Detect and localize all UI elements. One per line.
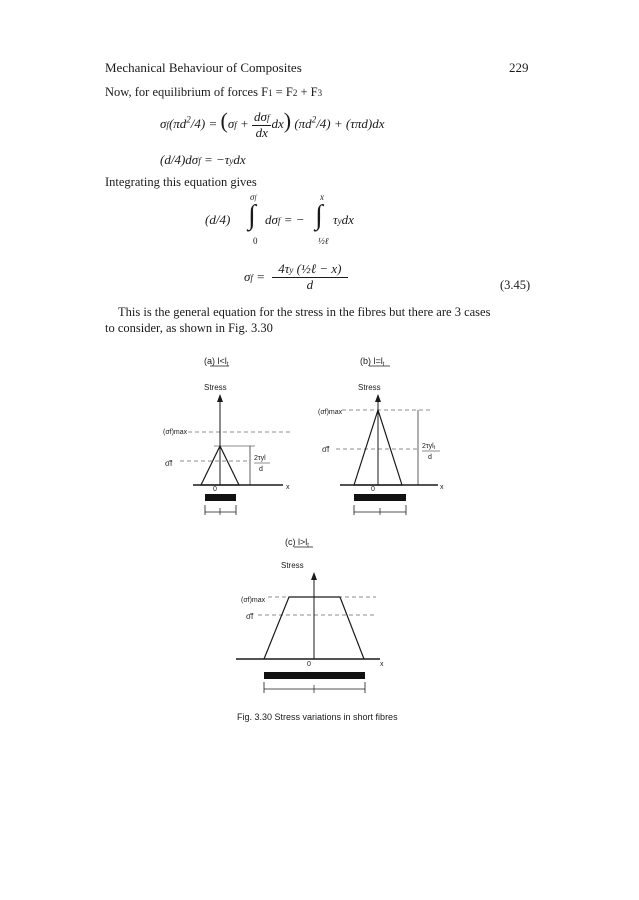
panel-c [236,537,384,693]
equation-number: (3.45) [500,278,531,292]
svg-text:d: d [259,466,263,473]
panel-b [318,356,444,515]
panel-b-label: (b) $l=l_t$ [360,356,385,368]
svg-text:x: x [440,484,444,491]
svg-text:0: 0 [307,661,311,668]
figure-caption: Fig. 3.30 Stress variations in short fibres [237,712,398,722]
panel-a-max-label: (σf)max [163,429,188,436]
panel-c-stress-label: Stress [281,561,304,570]
svg-text:d: d [428,454,432,461]
intro-line: Now, for equilibrium of forces F1 = F2 + F3 [105,85,323,99]
panel-b-max-label: (σf)max [318,409,343,416]
svg-text:2τylt: 2τylt [422,443,436,451]
svg-text:σ̄f: σ̄f [246,612,254,621]
integral-equation: σf (d/4) ∫ dσf = − 0 x ∫ τydx ½ℓ [205,192,354,246]
svg-text:0: 0 [213,486,217,493]
fibre-stress-equation: σf = $\frac{\text{4τy (½ℓ − x)}}{d}$ [244,262,348,292]
running-title: Mechanical Behaviour of Composites [105,60,302,75]
panel-b-stress-label: Stress [358,383,381,392]
general-text-2: to consider, as shown in Fig. 3.30 [105,321,273,335]
panel-a-stress-label: Stress [204,383,227,392]
svg-text:2τyl: 2τyl [254,455,266,462]
panel-c-max-label: (σf)max [241,597,266,604]
page-number: 229 [509,60,529,75]
simplified-equation: (d/4)dσf = −τydx [160,152,246,167]
svg-text:σ̄f: σ̄f [165,459,173,468]
svg-text:x: x [380,661,384,668]
svg-text:σ̄f: σ̄f [322,445,330,454]
svg-text:x: x [286,484,290,491]
svg-text:0: 0 [371,486,375,493]
general-text: This is the general equation for the stress in the fibres but there are 3 cases [118,305,491,319]
panel-a [163,356,290,515]
integrating-text: Integrating this equation gives [105,175,257,189]
equilibrium-equation: $\sigma f(\pi d^2/4) = (\sigma f$ + $\frac{\text{dσf}}{dx}$ dx) $(\pi d^2/4) + (\tau\pi d)dx$ [160,108,385,141]
panel-a-label: (a) $l<l_t$ [204,356,229,368]
panel-c-label: (c) $l>l_t$ [285,537,309,549]
